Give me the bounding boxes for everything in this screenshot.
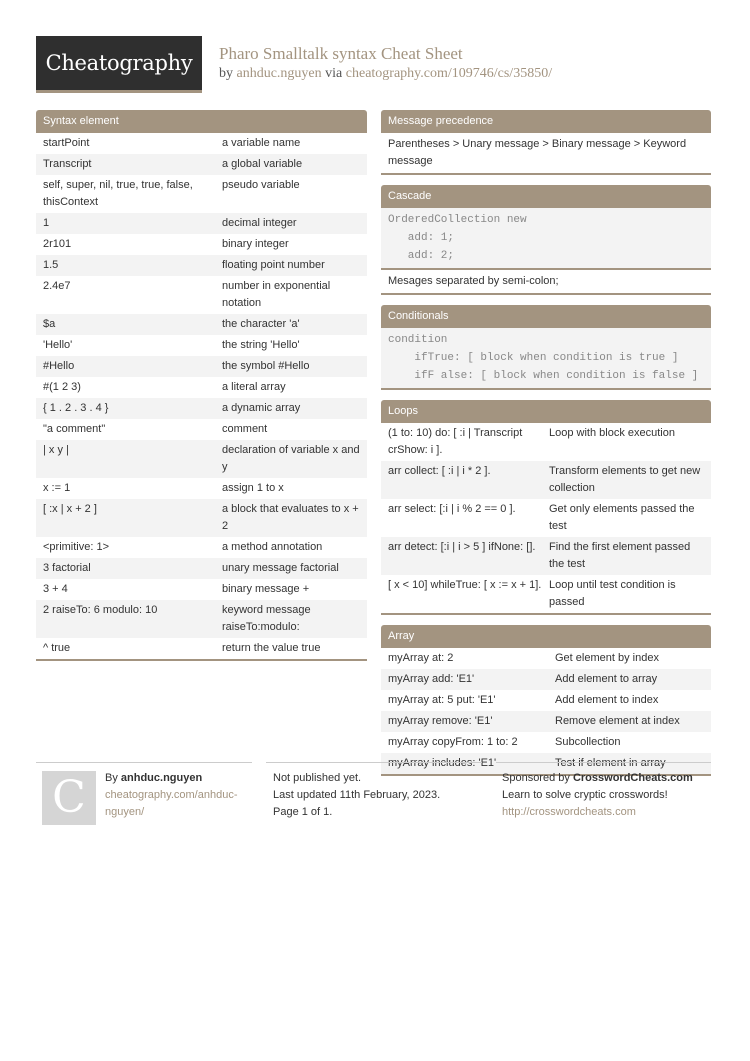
table-row: [36, 600, 367, 638]
conditionals-section: [381, 305, 711, 390]
footer-sponsor: [496, 762, 711, 821]
row-term: Transcript: [43, 158, 92, 170]
row-description: Add element to index: [555, 694, 659, 706]
row-description: comment: [222, 423, 268, 435]
table-row: [36, 276, 367, 314]
row-description: the symbol #Hello: [222, 360, 310, 372]
array-section: [381, 625, 711, 776]
footer-author-name: anhduc.nguyen: [120, 772, 203, 784]
row-term: 'Hello': [43, 339, 73, 351]
author-profile-link[interactable]: cheatography.com/anhduc-: [105, 789, 238, 801]
table-row: [36, 175, 367, 213]
row-term: myArray includes: 'E1': [388, 757, 497, 769]
row-description: Find the first element passed the test: [549, 541, 691, 570]
row-description: the character 'a': [222, 318, 300, 330]
table-row: [36, 579, 367, 600]
table-row: [36, 356, 367, 377]
author-profile-link-cont[interactable]: nguyen/: [105, 806, 145, 818]
page-title: Pharo Smalltalk syntax Cheat Sheet: [219, 44, 463, 63]
table-row: [381, 575, 711, 613]
table-row: [36, 537, 367, 558]
row-term: 2.4e7: [43, 280, 71, 292]
row-description: return the value true: [222, 642, 321, 654]
table-row: [381, 690, 711, 711]
table-row: [36, 314, 367, 335]
sponsor-name: CrosswordCheats.com: [572, 772, 693, 784]
row-description: a dynamic array: [222, 402, 301, 414]
table-row: [381, 461, 711, 499]
section-heading: Array: [381, 625, 711, 648]
row-term: 1: [43, 217, 50, 229]
sheet-url-link[interactable]: cheatography.com/109746/cs/35850/: [345, 66, 553, 81]
row-term: 3 + 4: [43, 583, 68, 595]
loops-section: [381, 400, 711, 615]
row-description: Loop with block execution: [549, 427, 675, 439]
row-description: a block that evaluates to x + 2: [222, 503, 359, 532]
precedence-section: [381, 110, 711, 175]
row-term: #Hello: [43, 360, 75, 372]
row-term: arr collect: [ :i | i * 2 ].: [388, 465, 491, 477]
author-link[interactable]: anhduc.nguyen: [236, 66, 322, 81]
row-term: (1 to: 10) do: [ :i | Transcript crShow: i ].: [388, 427, 523, 456]
row-term: myArray add: 'E1': [388, 673, 475, 685]
section-heading: Conditionals: [381, 305, 711, 328]
row-term: ^ true: [43, 642, 71, 654]
table-row: [36, 499, 367, 537]
table-row: [36, 133, 367, 154]
row-description: decimal integer: [222, 217, 297, 229]
row-description: Test if element in array: [555, 757, 666, 769]
row-description: Add element to array: [555, 673, 658, 685]
row-description: declaration of variable x and y: [222, 444, 360, 473]
page-number: Page 1 of 1.: [273, 806, 333, 818]
row-description: Get element by index: [555, 652, 659, 664]
cascade-section: [381, 185, 711, 295]
conditionals-code: condition ifTrue: [ block when condition is true ] ifF alse: [ block when condition is false ]: [381, 328, 711, 388]
row-term: | x y |: [43, 444, 69, 456]
by-label: by: [219, 66, 233, 81]
table-row: [381, 732, 711, 753]
row-term: 2 raiseTo: 6 modulo: 10: [43, 604, 158, 616]
syntax-section: [36, 110, 367, 661]
row-description: number in exponential notation: [222, 280, 331, 309]
row-term: "a comment": [43, 423, 106, 435]
row-description: a variable name: [222, 137, 301, 149]
row-description: Get only elements passed the test: [549, 503, 695, 532]
row-description: a method annotation: [222, 541, 323, 553]
table-row: [36, 213, 367, 234]
row-description: keyword message raiseTo:modulo:: [222, 604, 311, 633]
row-term: 3 factorial: [43, 562, 91, 574]
table-row: [36, 234, 367, 255]
row-term: arr detect: [:i | i > 5 ] ifNone: [].: [388, 541, 536, 553]
table-row: [381, 423, 711, 461]
cascade-code: OrderedCollection new add: 1; add: 2;: [381, 208, 711, 270]
row-description: assign 1 to x: [222, 482, 284, 494]
row-term: [ :x | x + 2 ]: [43, 503, 97, 515]
sponsor-tagline: Learn to solve cryptic crosswords!: [502, 789, 668, 801]
row-term: myArray copyFrom: 1 to: 2: [388, 736, 518, 748]
syntax-table: [36, 133, 367, 659]
table-row: [36, 335, 367, 356]
row-description: a global variable: [222, 158, 303, 170]
row-term: $a: [43, 318, 56, 330]
section-heading: Syntax element: [36, 110, 367, 133]
byline: [219, 66, 552, 82]
row-description: Remove element at index: [555, 715, 680, 727]
row-term: myArray at: 5 put: 'E1': [388, 694, 496, 706]
row-description: binary integer: [222, 238, 289, 250]
table-row: [36, 478, 367, 499]
row-term: x := 1: [43, 482, 71, 494]
array-table: [381, 648, 711, 774]
row-term: 2r101: [43, 238, 72, 250]
table-row: [381, 499, 711, 537]
row-term: self, super, nil, true, true, false, thisContext: [43, 179, 193, 208]
section-heading: Cascade: [381, 185, 711, 208]
sponsor-label: Sponsored by: [502, 772, 570, 784]
cheatography-logo[interactable]: Cheatography: [36, 36, 202, 93]
row-term: myArray remove: 'E1': [388, 715, 493, 727]
row-description: Subcollection: [555, 736, 621, 748]
sponsor-link[interactable]: http://crosswordcheats.com: [502, 806, 636, 818]
table-row: [36, 255, 367, 276]
row-description: unary message factorial: [222, 562, 339, 574]
section-heading: Message precedence: [381, 110, 711, 133]
row-description: a literal array: [222, 381, 286, 393]
loops-table: [381, 423, 711, 613]
table-row: [36, 638, 367, 659]
published-status: Not published yet.: [273, 772, 362, 784]
table-row: [381, 648, 711, 669]
header: [219, 44, 552, 82]
table-row: [36, 377, 367, 398]
via-label: via: [325, 66, 343, 81]
last-updated: Last updated 11th February, 2023.: [273, 789, 441, 801]
section-heading: Loops: [381, 400, 711, 423]
row-description: binary message +: [222, 583, 310, 595]
table-row: [36, 398, 367, 419]
footer-status: [266, 762, 482, 821]
by-label: By: [105, 772, 118, 784]
table-row: [381, 711, 711, 732]
row-term: myArray at: 2: [388, 652, 454, 664]
table-row: [36, 558, 367, 579]
row-term: [ x < 10] whileTrue: [ x := x + 1].: [388, 579, 542, 591]
row-term: #(1 2 3): [43, 381, 81, 393]
table-row: [381, 669, 711, 690]
left-column: [36, 110, 367, 671]
cascade-note: Mesages separated by semi-colon;: [388, 275, 559, 287]
row-description: floating point number: [222, 259, 325, 271]
table-row: [36, 419, 367, 440]
precedence-text: Parentheses > Unary message > Binary message > Keyword message: [388, 138, 687, 167]
row-description: Transform elements to get new collection: [549, 465, 701, 494]
table-row: [381, 537, 711, 575]
row-description: Loop until test condition is passed: [549, 579, 676, 608]
avatar[interactable]: C: [42, 771, 96, 825]
row-description: the string 'Hello': [222, 339, 300, 351]
row-term: 1.5: [43, 259, 59, 271]
row-term: arr select: [:i | i % 2 == 0 ].: [388, 503, 516, 515]
row-term: <primitive: 1>: [43, 541, 110, 553]
row-term: { 1 . 2 . 3 . 4 }: [43, 402, 109, 414]
footer-author: [36, 762, 252, 821]
right-column: [381, 110, 711, 786]
table-row: [36, 154, 367, 175]
row-description: pseudo variable: [222, 179, 300, 191]
row-term: startPoint: [43, 137, 90, 149]
table-row: [36, 440, 367, 478]
